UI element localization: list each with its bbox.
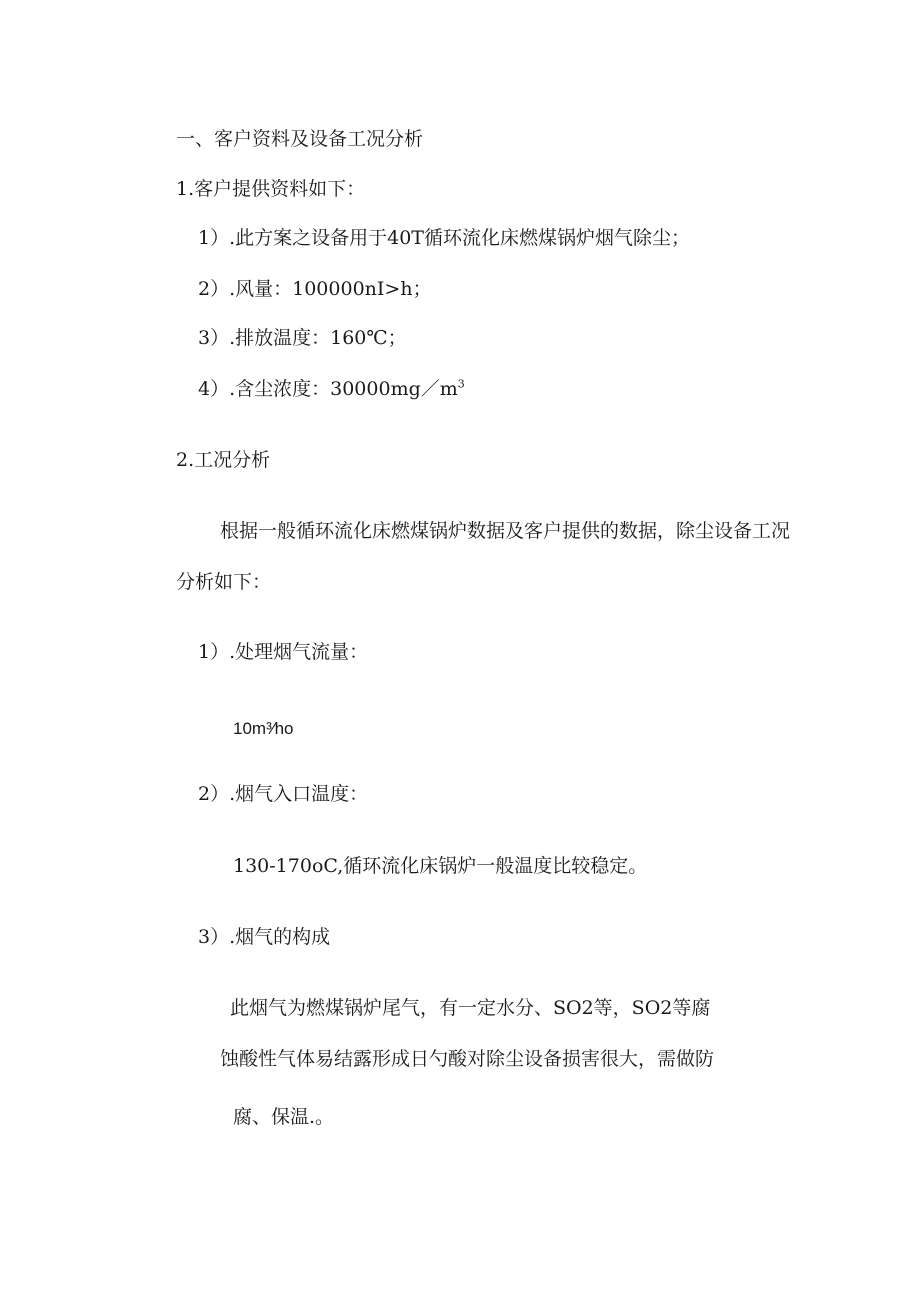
list-item xyxy=(198,226,690,250)
item-number: 3） xyxy=(198,926,230,948)
item-text: .烟气入口温度： xyxy=(229,783,369,805)
item-number: 1） xyxy=(198,227,230,249)
item-text: .此方案之设备用于40T循环流化床燃煤锅炉烟气除尘； xyxy=(229,227,690,249)
section-2-heading: 2.工况分析 xyxy=(176,449,271,471)
item-text: .风量：100000nI>h； xyxy=(229,278,432,300)
item-number: 1） xyxy=(198,641,230,663)
paragraph-line: 分析如下： xyxy=(176,571,272,593)
paragraph-line: 蚀酸性气体易结露形成日勺酸对除尘设备损害很大，需做防 xyxy=(220,1048,715,1070)
flow-value: 10m³⁄ho xyxy=(233,719,294,738)
paragraph-line: 根据一般循环流化床燃煤锅炉数据及客户提供的数据，除尘设备工况 xyxy=(220,520,791,542)
item-text: .排放温度：160℃； xyxy=(229,327,407,349)
item-number: 2） xyxy=(198,783,230,805)
list-item xyxy=(198,277,432,301)
section-1-subheading: 1.客户提供资料如下： xyxy=(176,178,366,200)
section-1-heading: 一、客户资料及设备工况分析 xyxy=(176,128,424,150)
paragraph-line: 此烟气为燃煤锅炉尾气，有一定水分、SO2等，SO2等腐 xyxy=(230,997,711,1019)
item-text: .烟气的构成 xyxy=(229,926,331,948)
list-item xyxy=(198,782,368,806)
list-item xyxy=(198,326,407,350)
list-item xyxy=(198,640,368,664)
item-text: .处理烟气流量： xyxy=(229,641,369,663)
item-number: 4） xyxy=(198,378,230,400)
temperature-value: 130-170oC,循环流化床锅炉一般温度比较稳定。 xyxy=(233,855,648,877)
superscript: 3 xyxy=(457,377,465,391)
item-number: 2） xyxy=(198,278,230,300)
list-item xyxy=(198,377,465,401)
paragraph-line: 腐、保温.。 xyxy=(233,1106,335,1128)
item-number: 3） xyxy=(198,327,230,349)
list-item xyxy=(198,925,330,949)
item-text: .含尘浓度：30000mg／m xyxy=(229,378,458,400)
